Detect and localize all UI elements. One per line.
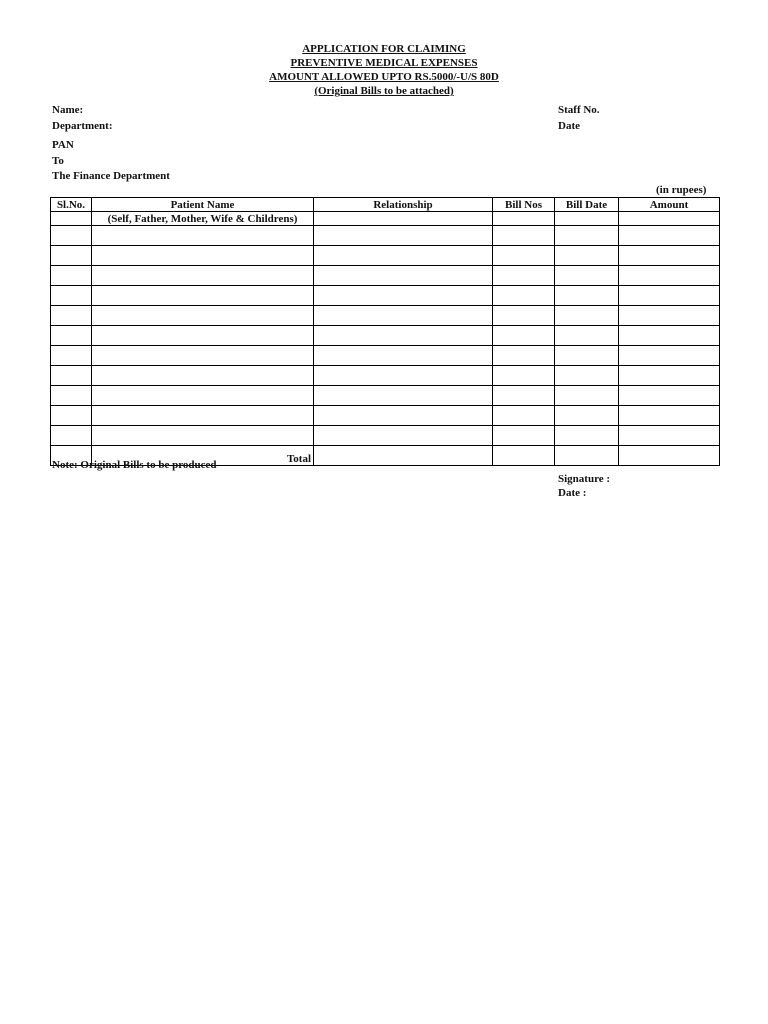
table-cell[interactable] — [314, 366, 493, 386]
table-cell[interactable] — [619, 326, 720, 346]
table-row — [51, 306, 720, 326]
column-header-relationship: Relationship — [314, 198, 493, 212]
table-cell[interactable] — [493, 306, 555, 326]
table-cell[interactable] — [314, 446, 493, 466]
table-row — [51, 326, 720, 346]
table-cell[interactable] — [92, 306, 314, 326]
table-cell[interactable] — [92, 286, 314, 306]
table-cell[interactable] — [314, 326, 493, 346]
table-cell[interactable] — [555, 306, 619, 326]
table-cell[interactable] — [619, 366, 720, 386]
table-cell[interactable] — [51, 212, 92, 226]
table-cell[interactable] — [92, 266, 314, 286]
signature-label: Signature : — [558, 473, 611, 485]
column-header-sl-no: Sl.No. — [51, 198, 92, 212]
table-cell[interactable] — [493, 366, 555, 386]
column-header-bill-date: Bill Date — [555, 198, 619, 212]
table-cell[interactable] — [493, 266, 555, 286]
table-cell[interactable] — [51, 326, 92, 346]
table-cell[interactable] — [51, 306, 92, 326]
table-cell[interactable] — [555, 246, 619, 266]
table-row — [51, 346, 720, 366]
table-cell[interactable] — [619, 406, 720, 426]
column-header-amount: Amount — [619, 198, 720, 212]
department-label: Department: — [52, 120, 113, 132]
table-cell[interactable] — [493, 286, 555, 306]
currency-unit-label: (in rupees) — [656, 184, 707, 196]
table-cell[interactable] — [314, 266, 493, 286]
table-cell[interactable] — [555, 226, 619, 246]
to-label: To — [52, 155, 64, 167]
column-header-patient-name: Patient Name — [92, 198, 314, 212]
table-header-row — [51, 198, 720, 212]
table-cell[interactable] — [493, 446, 555, 466]
form-title-line-4: (Original Bills to be attached) — [314, 85, 454, 97]
table-cell[interactable] — [92, 426, 314, 446]
table-cell[interactable] — [51, 286, 92, 306]
table-cell[interactable] — [51, 226, 92, 246]
table-cell[interactable] — [51, 246, 92, 266]
table-cell[interactable] — [493, 226, 555, 246]
table-cell[interactable] — [314, 406, 493, 426]
table-cell[interactable] — [619, 246, 720, 266]
table-cell[interactable] — [493, 406, 555, 426]
table-cell[interactable] — [555, 386, 619, 406]
table-cell[interactable] — [51, 406, 92, 426]
form-title-line-2: PREVENTIVE MEDICAL EXPENSES — [290, 57, 478, 69]
name-label: Name: — [52, 104, 84, 116]
table-cell[interactable] — [555, 366, 619, 386]
table-cell[interactable] — [619, 212, 720, 226]
table-cell[interactable] — [92, 406, 314, 426]
table-cell[interactable] — [314, 386, 493, 406]
table-cell[interactable] — [555, 446, 619, 466]
table-cell[interactable] — [314, 346, 493, 366]
table-row — [51, 386, 720, 406]
pan-label: PAN — [52, 139, 74, 151]
table-cell[interactable] — [51, 266, 92, 286]
column-header-bill-nos: Bill Nos — [493, 198, 555, 212]
table-cell[interactable] — [493, 326, 555, 346]
footer-note: Note: Original Bills to be produced — [52, 459, 217, 471]
table-cell[interactable] — [314, 426, 493, 446]
table-cell[interactable] — [314, 306, 493, 326]
table-cell[interactable] — [555, 346, 619, 366]
footer-date-label: Date : — [558, 487, 587, 499]
patient-name-note: (Self, Father, Mother, Wife & Childrens) — [92, 212, 314, 226]
table-cell[interactable] — [555, 326, 619, 346]
table-row — [51, 406, 720, 426]
table-cell[interactable] — [619, 346, 720, 366]
table-row — [51, 226, 720, 246]
table-cell[interactable] — [314, 246, 493, 266]
table-cell[interactable] — [314, 226, 493, 246]
table-cell[interactable] — [493, 346, 555, 366]
table-cell[interactable] — [619, 286, 720, 306]
table-row — [51, 266, 720, 286]
table-cell[interactable] — [619, 386, 720, 406]
staff-no-label: Staff No. — [558, 104, 600, 116]
table-cell[interactable] — [619, 426, 720, 446]
table-cell[interactable] — [51, 426, 92, 446]
table-cell[interactable] — [314, 286, 493, 306]
table-cell[interactable] — [493, 212, 555, 226]
addressee-label: The Finance Department — [52, 170, 170, 182]
table-cell[interactable] — [51, 346, 92, 366]
form-title-line-3: AMOUNT ALLOWED UPTO RS.5000/-U/S 80D — [269, 71, 499, 83]
table-cell[interactable] — [619, 266, 720, 286]
table-row — [51, 366, 720, 386]
total-amount-cell[interactable] — [619, 446, 720, 466]
table-cell[interactable] — [92, 226, 314, 246]
table-cell[interactable] — [92, 366, 314, 386]
date-label: Date — [558, 120, 580, 132]
table-cell[interactable] — [51, 386, 92, 406]
table-cell[interactable] — [555, 406, 619, 426]
table-cell[interactable] — [314, 212, 493, 226]
claims-table — [50, 197, 720, 466]
table-cell[interactable] — [493, 426, 555, 446]
table-cell[interactable] — [555, 286, 619, 306]
table-cell[interactable] — [493, 246, 555, 266]
table-row — [51, 286, 720, 306]
table-cell[interactable] — [493, 386, 555, 406]
table-cell[interactable] — [92, 346, 314, 366]
table-cell[interactable] — [92, 246, 314, 266]
table-subheader-row — [51, 212, 720, 226]
table-cell[interactable] — [619, 226, 720, 246]
table-cell[interactable] — [92, 386, 314, 406]
table-cell[interactable] — [555, 426, 619, 446]
table-row — [51, 246, 720, 266]
form-title-line-1: APPLICATION FOR CLAIMING — [302, 43, 466, 55]
total-label: Total — [92, 446, 314, 466]
table-cell[interactable] — [51, 366, 92, 386]
table-cell[interactable] — [555, 266, 619, 286]
table-cell[interactable] — [619, 306, 720, 326]
table-row — [51, 426, 720, 446]
table-cell[interactable] — [92, 326, 314, 346]
table-cell[interactable] — [555, 212, 619, 226]
